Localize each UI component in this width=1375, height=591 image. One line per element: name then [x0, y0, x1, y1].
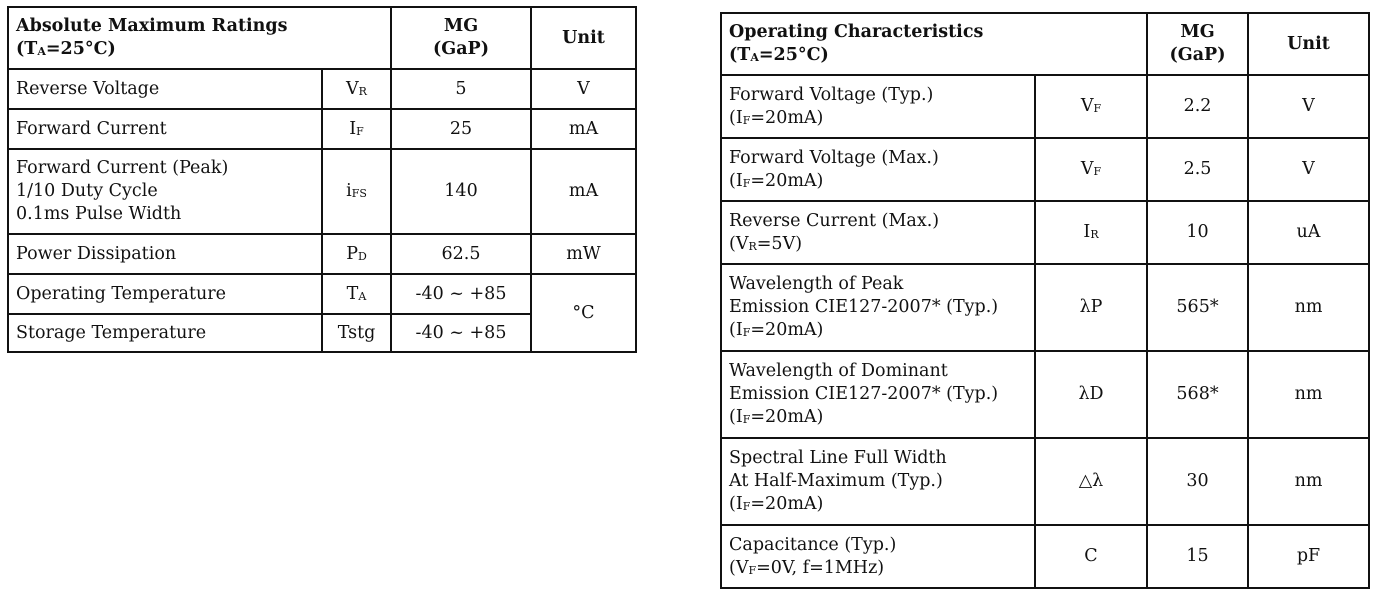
symbol-cell: $V_F$ [1035, 138, 1147, 201]
value-cell: 30 [1147, 438, 1248, 525]
table-title-cell [8, 7, 391, 69]
value-cell: 25 [391, 109, 531, 149]
value-cell: 5 [391, 69, 531, 109]
symbol-cell: $I_R$ [1035, 201, 1147, 264]
table-row [721, 438, 1369, 525]
table-row [8, 69, 636, 109]
value-cell: -40 ~ +85 [391, 274, 531, 314]
test-condition: $(T_A=25^\circ C)$ [16, 39, 116, 59]
parameter-cell: Forward Current [8, 109, 322, 149]
symbol-cell: $T_A$ [322, 274, 391, 314]
parameter-cell: Wavelength of Peak Emission CIE127-2007* (Typ.) $(I_F=20mA)$ [721, 264, 1035, 351]
symbol-cell: Tstg [322, 314, 391, 352]
test-condition: $(V_R=5V)$ [729, 233, 803, 254]
unit-cell: nm [1248, 264, 1369, 351]
mg-column-header: MG (GaP) [1147, 13, 1248, 75]
symbol-cell: λP [1035, 264, 1147, 351]
test-condition: ($V_F=0V$, f=1MHz) [729, 557, 885, 578]
table-row [721, 75, 1369, 138]
unit-column-header: Unit [1248, 13, 1369, 75]
test-condition: $(I_F=20mA)$ [729, 494, 824, 514]
value-cell: 140 [391, 149, 531, 234]
parameter-cell: Forward Voltage (Typ.) $(I_F=20mA)$ [721, 75, 1035, 138]
table-row [8, 234, 636, 274]
parameter-cell: Reverse Voltage [8, 69, 322, 109]
test-condition: $(I_F=20mA)$ [729, 170, 824, 191]
table-row [8, 274, 636, 314]
table-row [721, 138, 1369, 201]
table-row [721, 351, 1369, 438]
value-cell: 565* [1147, 264, 1248, 351]
table-title-cell [721, 13, 1147, 75]
table-row [721, 201, 1369, 264]
unit-cell: nm [1248, 351, 1369, 438]
table-row [8, 149, 636, 234]
table-row [721, 525, 1369, 588]
table-row [8, 109, 636, 149]
unit-cell: V [531, 69, 636, 109]
unit-cell: mA [531, 109, 636, 149]
test-condition: $(T_A=25^\circ C)$ [729, 45, 829, 65]
unit-cell: uA [1248, 201, 1369, 264]
unit-cell: mA [531, 149, 636, 234]
parameter-cell: Wavelength of Dominant Emission CIE127-2007* (Typ.) $(I_F=20mA)$ [721, 351, 1035, 438]
unit-cell: mW [531, 234, 636, 274]
symbol-cell: △λ [1035, 438, 1147, 525]
parameter-cell: Spectral Line Full Width At Half-Maximum (Typ.) $(I_F=20mA)$ [721, 438, 1035, 525]
symbol-cell: $V_R$ [322, 69, 391, 109]
table-row [721, 264, 1369, 351]
value-cell: -40 ~ +85 [391, 314, 531, 352]
parameter-cell: Reverse Current (Max.) $(V_R=5V)$ [721, 201, 1035, 264]
value-cell: 62.5 [391, 234, 531, 274]
operating-characteristics-table [720, 12, 1370, 589]
parameter-cell: Forward Current (Peak) 1/10 Duty Cycle 0.1ms Pulse Width [8, 149, 322, 234]
parameter-cell: Power Dissipation [8, 234, 322, 274]
test-condition: $(I_F=20mA)$ [729, 320, 824, 340]
parameter-cell: Capacitance (Typ.) ($V_F=0V$, f=1MHz) [721, 525, 1035, 588]
value-cell: 568* [1147, 351, 1248, 438]
value-cell: 2.2 [1147, 75, 1248, 138]
test-condition: $(I_F=20mA)$ [729, 107, 824, 128]
unit-cell: V [1248, 138, 1369, 201]
unit-column-header: Unit [531, 7, 636, 69]
parameter-cell: Storage Temperature [8, 314, 322, 352]
symbol-cell: $i_{FS}$ [322, 149, 391, 234]
parameter-cell: Operating Temperature [8, 274, 322, 314]
symbol-cell: $V_F$ [1035, 75, 1147, 138]
symbol-cell: λD [1035, 351, 1147, 438]
table-title: Absolute Maximum Ratings [16, 16, 288, 36]
value-cell: 2.5 [1147, 138, 1248, 201]
unit-cell: V [1248, 75, 1369, 138]
table-header-row [721, 13, 1369, 75]
table-header-row [8, 7, 636, 69]
value-cell: 10 [1147, 201, 1248, 264]
test-condition: $(I_F=20mA)$ [729, 407, 824, 427]
absolute-maximum-ratings-table [7, 6, 637, 353]
symbol-cell: $P_D$ [322, 234, 391, 274]
symbol-cell: $I_F$ [322, 109, 391, 149]
parameter-cell: Forward Voltage (Max.) $(I_F=20mA)$ [721, 138, 1035, 201]
symbol-cell: C [1035, 525, 1147, 588]
unit-cell: °C [531, 274, 636, 352]
unit-cell: nm [1248, 438, 1369, 525]
unit-cell: pF [1248, 525, 1369, 588]
value-cell: 15 [1147, 525, 1248, 588]
mg-column-header: MG (GaP) [391, 7, 531, 69]
table-title: Operating Characteristics [729, 22, 984, 42]
